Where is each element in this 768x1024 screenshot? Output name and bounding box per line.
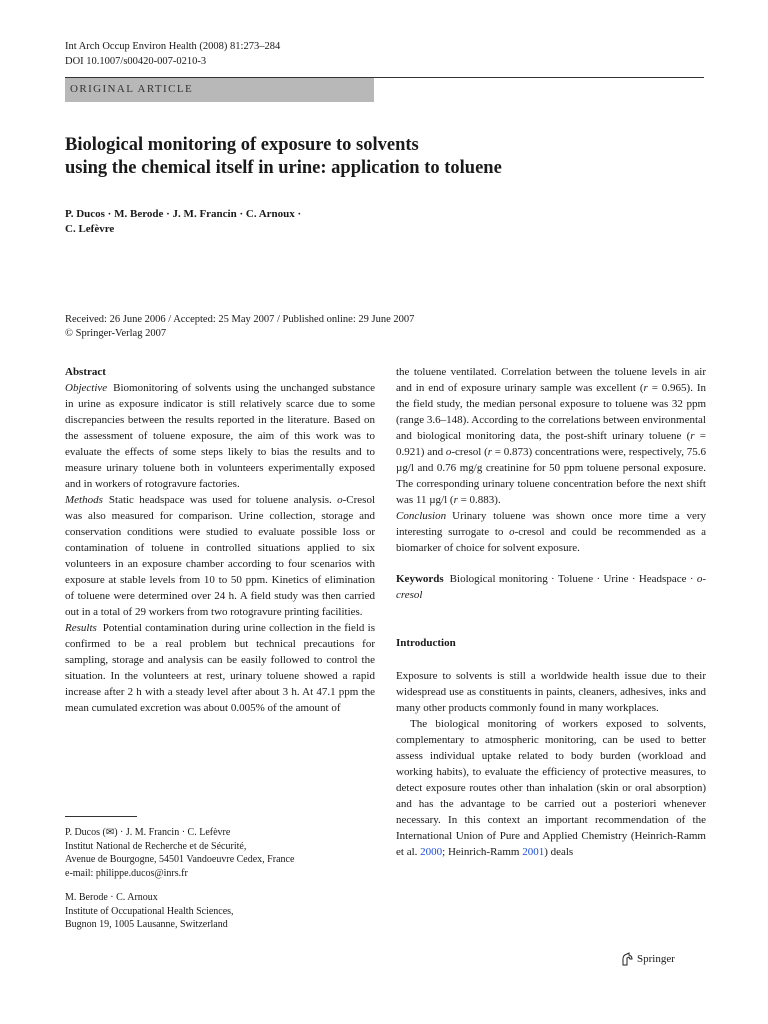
copyright: © Springer-Verlag 2007 (65, 328, 167, 339)
r-variable: r (690, 430, 695, 442)
objective-text: Biomonitoring of solvents using the unchanged substance in urine as exposure indicator is still relatively scarce due to some discrepancies between the results reported in the literature. Based on the assessment of toluene exposure, the aim of this work was to evaluate the effects of some steps likely to bias the results and to measure urinary toluene both in volunteers experimentally exposed and in workers of rotogravure factories. (65, 382, 375, 490)
left-column (65, 364, 375, 716)
conclusion-text-2: -cresol and could be recommended as a biomarker of choice for solvent exposure. (396, 526, 707, 554)
para2-mid: ; Heinrich-Ramm (442, 846, 523, 858)
results-cont-4: -cresol ( (451, 446, 488, 458)
article-type-badge: ORIGINAL ARTICLE (65, 78, 374, 102)
affiliation-1-address: Avenue de Bourgogne, 54501 Vandoeuvre Cedex, France (65, 854, 295, 865)
results-cont-1: the toluene ventilated. Correlation between the toluene levels in air and in end of exposure urinary sample was excellent ( (396, 366, 706, 394)
results-label: Results (65, 622, 97, 634)
para2-end: ) deals (544, 846, 574, 858)
keywords-text: Biological monitoring · Toluene · Urine · Headspace · (449, 573, 697, 585)
author-list (65, 207, 665, 237)
introduction-para-1: Exposure to solvents is still a worldwide health issue due to their widespread use as constituents in paints, cleaners, adhesives, inks and many other products commonly found in many workplaces. (396, 670, 706, 714)
title-line-2: using the chemical itself in urine: application to toluene (65, 158, 502, 178)
methods-label: Methods (65, 494, 103, 506)
affiliation-2-address: Bugnon 19, 1005 Lausanne, Switzerland (65, 919, 228, 930)
received-dates: Received: 26 June 2006 / Accepted: 25 May 2007 / Published online: 29 June 2007 (65, 314, 415, 325)
affiliation-1 (65, 826, 365, 880)
abstract-results (65, 620, 375, 716)
r-variable: r (487, 446, 493, 458)
results-cont-6: = 0.883). (457, 494, 501, 506)
abstract-conclusion (396, 508, 706, 556)
results-cont-3: = 0.921) and (396, 430, 706, 458)
o-italic: o (445, 446, 452, 458)
abstract-results-continued (396, 364, 706, 508)
methods-o-italic: o (337, 494, 343, 506)
affiliation-2-institute: Institute of Occupational Health Sciences, (65, 905, 234, 917)
r-variable: r (453, 494, 458, 506)
keywords-label: Keywords (396, 573, 444, 585)
conclusion-text-1: Urinary toluene was shown once more time a very interesting surrogate to (396, 510, 706, 538)
results-cont-5: = 0.873) concentrations were, respectively, 75.6 µg/l and 0.76 mg/g creatinine for 50 ppm toluene personal exposure. The corresponding urinary toluene concentration before the next shift was 11 µg/l ( (396, 446, 706, 506)
footnote-rule (65, 816, 137, 817)
abstract-objective (65, 380, 375, 492)
affiliation-2-authors: M. Berode · C. Arnoux (65, 892, 158, 903)
affiliation-2 (65, 891, 365, 932)
doi: DOI 10.1007/s00420-007-0210-3 (65, 56, 207, 67)
citation-link-2000[interactable]: 2000 (420, 846, 443, 858)
paper-title (65, 134, 665, 180)
publisher-name: Springer (637, 953, 675, 965)
affiliation-1-institute: Institut National de Recherche et de Sécurité, (65, 840, 247, 852)
abstract-heading: Abstract (65, 366, 106, 378)
authors-line-2: C. Lefèvre (65, 223, 115, 235)
journal-citation: Int Arch Occup Environ Health (2008) 81:273–284 (65, 41, 281, 52)
right-column (396, 364, 706, 860)
publication-dates (65, 313, 685, 341)
objective-label: Objective (65, 382, 108, 394)
methods-text-1: Static headspace was used for toluene analysis. (108, 494, 332, 506)
springer-logo (620, 951, 675, 967)
introduction-para-2 (396, 716, 706, 860)
horse-icon (620, 952, 634, 966)
affiliation-1-email[interactable]: e-mail: philippe.ducos@inrs.fr (65, 867, 188, 879)
r-variable: r (643, 382, 648, 394)
results-cont-2: = 0.965). In the field study, the median personal exposure to toluene was 32 ppm (range 3.6–148). According to the correlations between environmental and biological monitoring data, the post-shift urinary toluene ( (396, 382, 706, 442)
methods-text-2: -Cresol was also measured for comparison. Urine collection, storage and conservation conditions were studied to evaluate possible loss or contamination of toluene in controlled situations applied to six volunteers in an exposure chamber according to four scenarios with exposure at stable levels from 10 to 50 ppm. Kinetics of elimination of toluene were determined over 24 h. A field study was then carried out in a total of 29 workers from two rotogravure printing facilities. (65, 494, 376, 618)
conclusion-label: Conclusion (396, 510, 447, 522)
authors-line-1: P. Ducos · M. Berode · J. M. Francin · C. Arnoux · (65, 208, 302, 220)
keywords (396, 571, 706, 603)
title-line-1: Biological monitoring of exposure to solvents (65, 135, 419, 155)
results-text: Potential contamination during urine collection in the field is confirmed to be a real problem but technical precautions for sampling, storage and analysis can be easily followed to control the situation. In the volunteers at rest, urinary toluene showed a rapid increase after 2 h with a steady level after about 3 h. At 47.1 ppm the mean cumulated excretion was about 0.005% of the amount of (65, 622, 375, 714)
citation-link-2001[interactable]: 2001 (522, 846, 545, 858)
keywords-last: o-cresol (396, 573, 706, 601)
affiliation-1-authors: P. Ducos (✉) · J. M. Francin · C. Lefèvre (65, 827, 231, 838)
introduction-heading: Introduction (396, 637, 456, 649)
para2-text: The biological monitoring of workers exposed to solvents, complementary to atmospheric monitoring, can be used to better assess individual uptake related to body burden (workload and working habits), to evaluate the efficiency of protective measures, to detect exposure routes other than inhalation (skin or oral absorption) and has the advantage to be carried out a posteriori whenever necessary. In this context an important recommendation of the International Union of Pure and Applied Chemistry (Heinrich-Ramm et al. (396, 718, 706, 858)
o-italic: o (509, 526, 515, 538)
abstract-methods (65, 492, 375, 620)
